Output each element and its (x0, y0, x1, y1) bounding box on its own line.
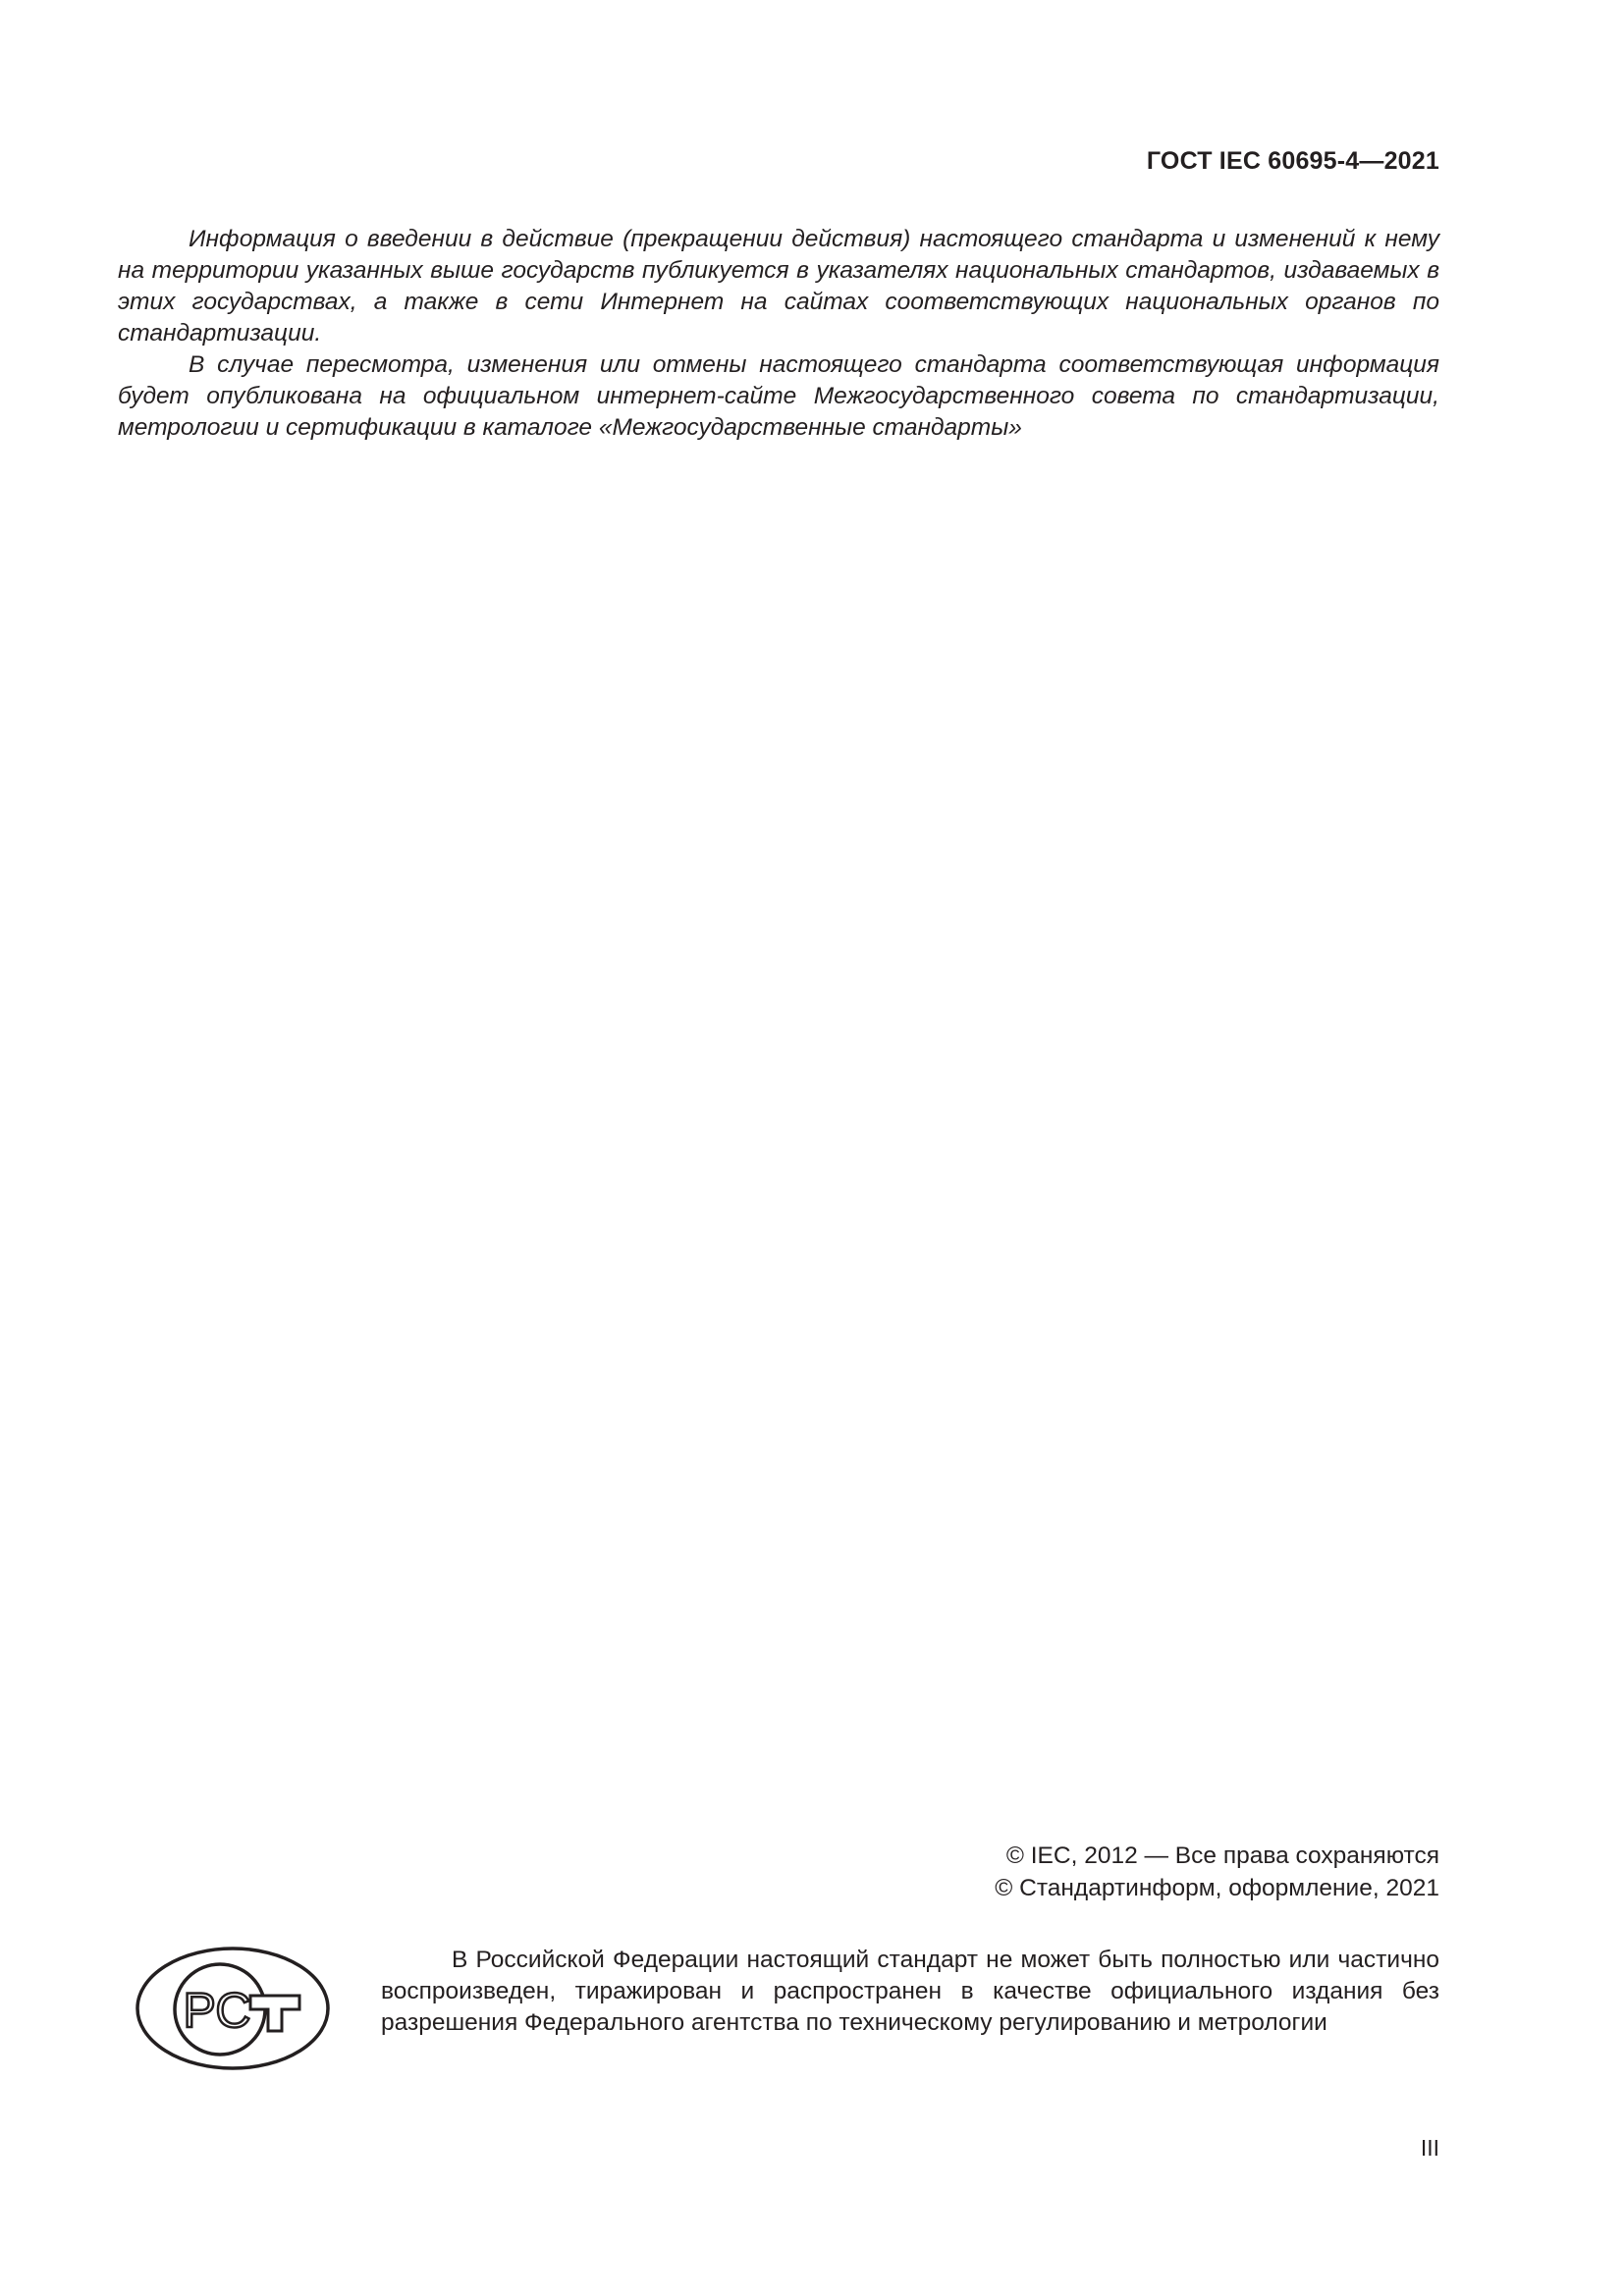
copyright-line: © IEC, 2012 — Все права сохраняются (1005, 1842, 1439, 1869)
legal-notice-text: В Российской Федерации настоящий стандарт не может быть полностью или частично воспроизведен, тиражирован и распространен в качестве официального издания без разрешения Федерального агентства по техническому регулированию и метрологии (381, 1947, 1439, 2036)
svg-text:РС: РС (183, 1983, 251, 2038)
rst-certification-logo-icon (135, 1945, 331, 2072)
copyright-block (995, 1840, 1439, 1904)
page-number: III (1420, 2135, 1439, 2161)
copyright-line: © Стандартинформ, оформление, 2021 (995, 1875, 1439, 1901)
info-paragraph: Информация о введении в действие (прекращении действия) настоящего стандарта и изменений к нему на территории указанных выше государств публикуется в указателях национальных стандартов, издаваемых в этих государствах, а также в сети Интернет на сайтах соответствующих национальных органов по стандартизации. (118, 226, 1439, 347)
legal-notice (381, 1945, 1439, 2039)
info-paragraph: В случае пересмотра, изменения или отмены настоящего стандарта соответствующая информация будет опубликована на официальном интернет-сайте Межгосударственного совета по стандартизации, метрологии и сертификации в каталоге «Межгосударственные стандарты» (118, 351, 1439, 441)
info-block (118, 224, 1439, 444)
standard-id-header: ГОСТ IEC 60695-4—2021 (1146, 147, 1439, 175)
